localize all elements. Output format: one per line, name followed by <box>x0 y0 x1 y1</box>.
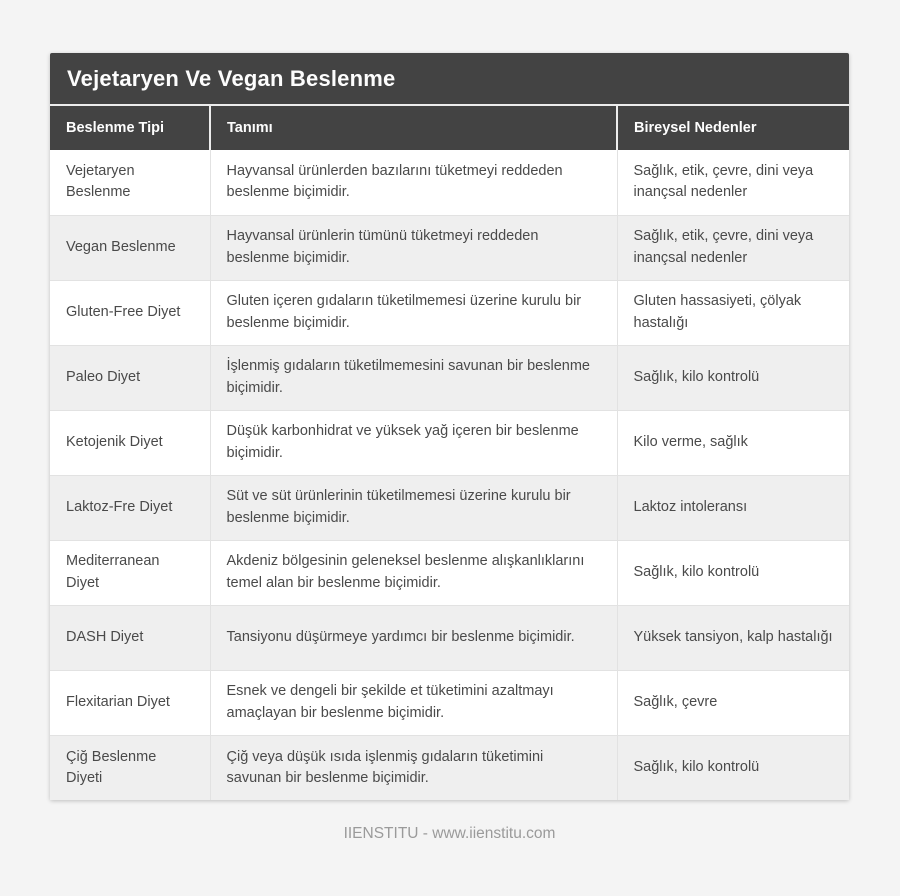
cell-personal-reasons: Sağlık, etik, çevre, dini veya inançsal nedenler <box>617 215 849 280</box>
table-row <box>50 150 849 215</box>
page-title: Vejetaryen Ve Vegan Beslenme <box>50 53 849 106</box>
table-row <box>50 540 849 605</box>
cell-definition: Esnek ve dengeli bir şekilde et tüketimini azaltmayı amaçlayan bir beslenme biçimidir. <box>210 670 617 735</box>
table-row <box>50 345 849 410</box>
footer-credit: IIENSTITU - www.iienstitu.com <box>343 825 556 842</box>
cell-diet-type: Mediterranean Diyet <box>50 540 210 605</box>
cell-definition: Hayvansal ürünlerin tümünü tüketmeyi reddeden beslenme biçimidir. <box>210 215 617 280</box>
cell-definition: Gluten içeren gıdaların tüketilmemesi üzerine kurulu bir beslenme biçimidir. <box>210 280 617 345</box>
table-row <box>50 670 849 735</box>
cell-personal-reasons: Sağlık, çevre <box>617 670 849 735</box>
column-header-bireysel-nedenler: Bireysel Nedenler <box>617 106 849 150</box>
cell-diet-type: Paleo Diyet <box>50 345 210 410</box>
column-header-beslenme-tipi: Beslenme Tipi <box>50 106 210 150</box>
cell-definition: Düşük karbonhidrat ve yüksek yağ içeren bir beslenme biçimidir. <box>210 410 617 475</box>
cell-personal-reasons: Sağlık, kilo kontrolü <box>617 735 849 800</box>
cell-personal-reasons: Kilo verme, sağlık <box>617 410 849 475</box>
cell-diet-type: Çiğ Beslenme Diyeti <box>50 735 210 800</box>
table-row <box>50 410 849 475</box>
cell-definition: Tansiyonu düşürmeye yardımcı bir beslenme biçimidir. <box>210 605 617 670</box>
cell-diet-type: DASH Diyet <box>50 605 210 670</box>
column-header-tanimi: Tanımı <box>210 106 617 150</box>
table-row <box>50 280 849 345</box>
cell-diet-type: Ketojenik Diyet <box>50 410 210 475</box>
table-row <box>50 215 849 280</box>
cell-definition: Akdeniz bölgesinin geleneksel beslenme alışkanlıklarını temel alan bir beslenme biçimidir. <box>210 540 617 605</box>
cell-diet-type: Flexitarian Diyet <box>50 670 210 735</box>
cell-personal-reasons: Sağlık, kilo kontrolü <box>617 540 849 605</box>
cell-diet-type: Vegan Beslenme <box>50 215 210 280</box>
table-row <box>50 605 849 670</box>
cell-definition: Hayvansal ürünlerden bazılarını tüketmeyi reddeden beslenme biçimidir. <box>210 150 617 215</box>
table-row <box>50 475 849 540</box>
cell-definition: Çiğ veya düşük ısıda işlenmiş gıdaların tüketimini savunan bir beslenme biçimidir. <box>210 735 617 800</box>
cell-personal-reasons: Sağlık, kilo kontrolü <box>617 345 849 410</box>
cell-definition: Süt ve süt ürünlerinin tüketilmemesi üzerine kurulu bir beslenme biçimidir. <box>210 475 617 540</box>
table-row <box>50 735 849 800</box>
cell-definition: İşlenmiş gıdaların tüketilmemesini savunan bir beslenme biçimidir. <box>210 345 617 410</box>
cell-personal-reasons: Gluten hassasiyeti, çölyak hastalığı <box>617 280 849 345</box>
cell-personal-reasons: Laktoz intoleransı <box>617 475 849 540</box>
cell-personal-reasons: Sağlık, etik, çevre, dini veya inançsal nedenler <box>617 150 849 215</box>
cell-personal-reasons: Yüksek tansiyon, kalp hastalığı <box>617 605 849 670</box>
cell-diet-type: Laktoz-Fre Diyet <box>50 475 210 540</box>
nutrition-table <box>50 106 849 800</box>
cell-diet-type: Vejetaryen Beslenme <box>50 150 210 215</box>
table-header-row <box>50 106 849 150</box>
nutrition-table-card <box>50 53 849 800</box>
cell-diet-type: Gluten-Free Diyet <box>50 280 210 345</box>
